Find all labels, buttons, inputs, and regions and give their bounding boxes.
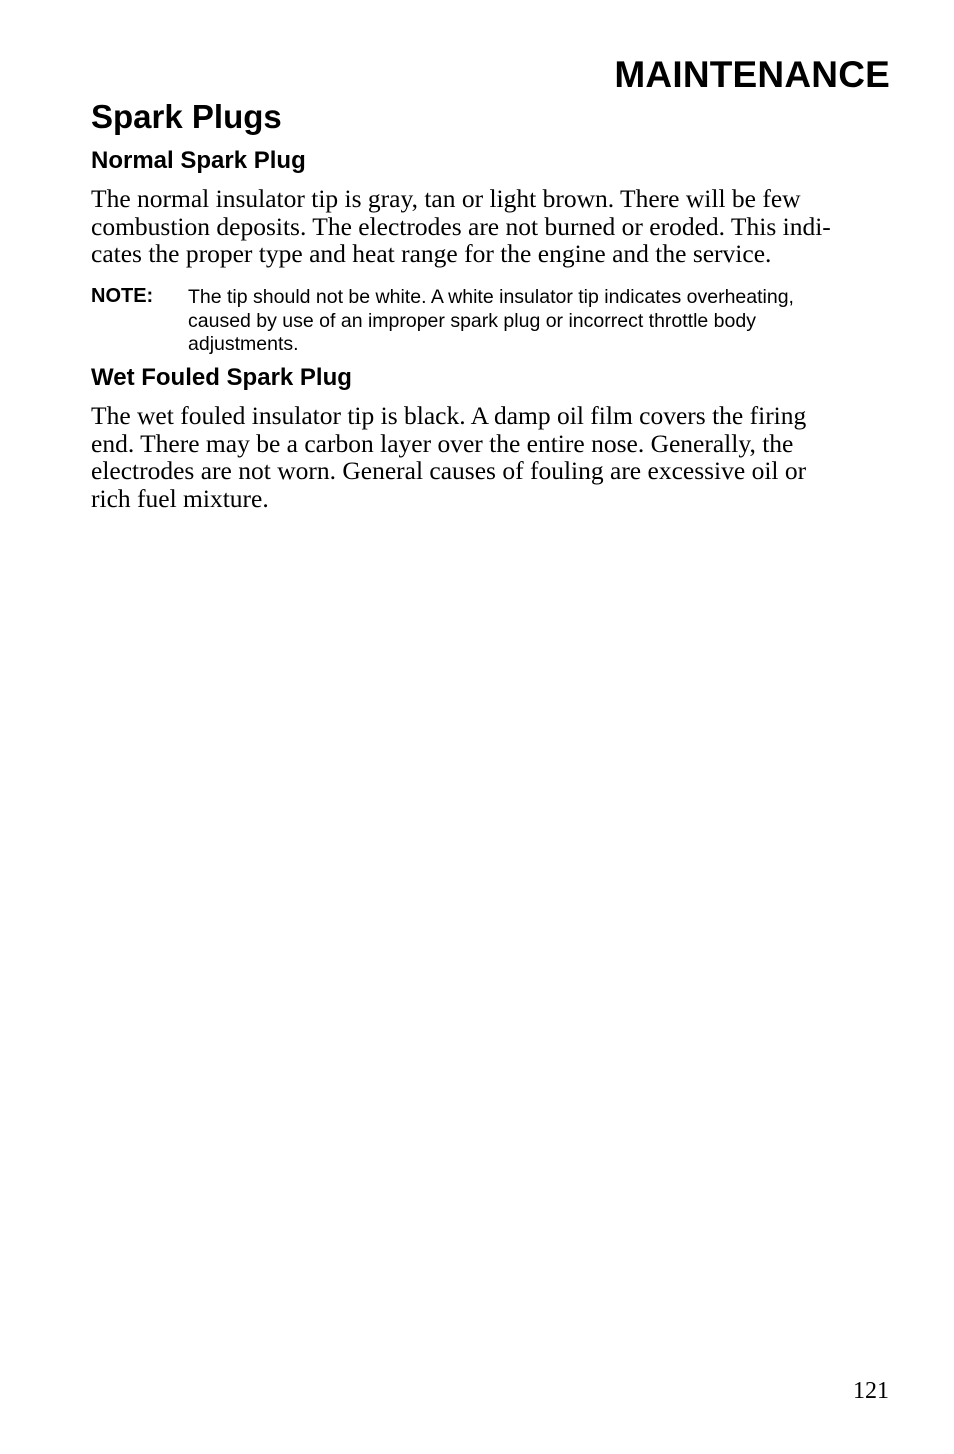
note-text: The tip should not be white. A white insulator tip indicates overheating, caused by use of an improper spark plug or incorrect throttle body adjustments. [188, 286, 794, 355]
document-page [91, 0, 891, 1454]
normal-spark-plug-heading: Normal Spark Plug [91, 147, 306, 174]
chapter-title: MAINTENANCE [614, 54, 890, 95]
wet-fouled-spark-plug-paragraph: The wet fouled insulator tip is black. A damp oil film covers the firing end. There may be a carbon layer over the entire nose. Generally, the electrodes are not worn. General causes of fouling are excessive oil or rich fuel mixture. [91, 401, 807, 513]
normal-spark-plug-paragraph: The normal insulator tip is gray, tan or light brown. There will be few combustion deposits. The electrodes are not burned or eroded. This indi- cates the proper type and heat range for the engine and the service. [91, 184, 831, 268]
note-label: NOTE: [91, 285, 154, 307]
wet-fouled-spark-plug-heading: Wet Fouled Spark Plug [91, 364, 352, 391]
section-title: Spark Plugs [91, 98, 282, 135]
page-number: 121 [853, 1378, 889, 1404]
